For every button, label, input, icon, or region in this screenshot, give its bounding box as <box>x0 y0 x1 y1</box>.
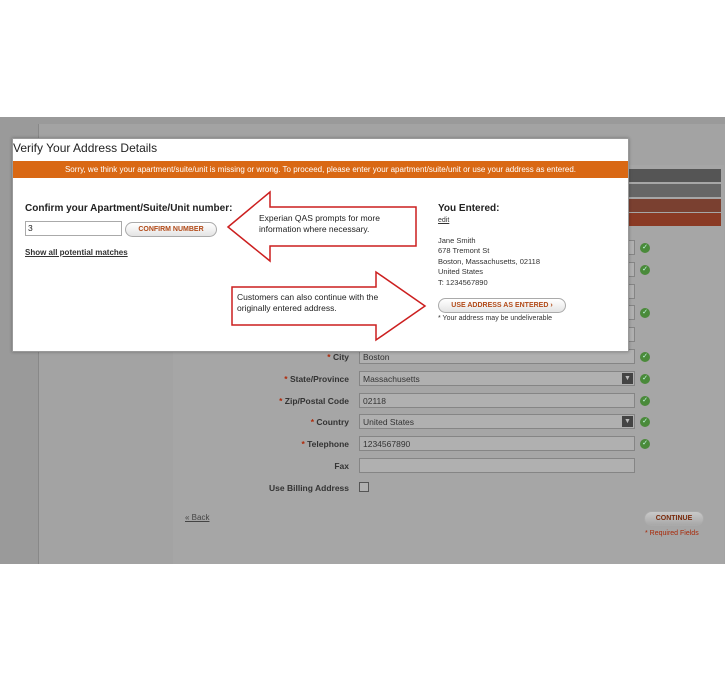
edit-link[interactable]: edit <box>438 217 450 224</box>
fax-label: Fax <box>334 461 349 471</box>
you-entered-heading: You Entered: <box>438 203 500 214</box>
zip-input[interactable]: 02118 <box>359 393 635 408</box>
section-header-bar <box>629 184 721 197</box>
check-icon: ✓ <box>640 352 650 362</box>
use-billing-checkbox[interactable] <box>359 482 369 492</box>
back-link[interactable]: « Back <box>185 513 210 522</box>
address-phone: T: 1234567890 <box>438 278 488 287</box>
telephone-input[interactable]: 1234567890 <box>359 436 635 451</box>
warning-banner: Sorry, we think your apartment/suite/unit is missing or wrong. To proceed, please enter your apartment/suite/unit or use your address as entered. <box>13 161 628 178</box>
callout-arrows <box>13 139 628 351</box>
chevron-down-icon[interactable]: ▼ <box>622 373 633 384</box>
section-header-bar <box>629 169 721 182</box>
check-icon: ✓ <box>640 243 650 253</box>
confirm-unit-heading: Confirm your Apartment/Suite/Unit number: <box>25 203 233 214</box>
chevron-down-icon[interactable]: ▼ <box>622 416 633 427</box>
use-billing-label: Use Billing Address <box>269 483 349 493</box>
state-label: * State/Province <box>284 374 349 384</box>
use-address-as-entered-button[interactable]: USE ADDRESS AS ENTERED › <box>438 298 566 313</box>
telephone-label: * Telephone <box>301 439 349 449</box>
verify-address-dialog <box>12 138 629 352</box>
confirm-number-button[interactable]: CONFIRM NUMBER <box>125 222 217 237</box>
check-icon: ✓ <box>640 374 650 384</box>
callout-top-text: Experian QAS prompts for more information where necessary. <box>259 213 380 234</box>
fax-input[interactable] <box>359 458 635 473</box>
section-header-bar <box>629 213 721 226</box>
address-name: Jane Smith <box>438 236 476 245</box>
check-icon: ✓ <box>640 417 650 427</box>
country-select[interactable]: United States ▼ <box>359 414 635 429</box>
address-street: 678 Tremont St <box>438 246 490 255</box>
dialog-title: Verify Your Address Details <box>13 141 158 155</box>
continue-button[interactable]: CONTINUE <box>644 511 704 526</box>
check-icon: ✓ <box>640 396 650 406</box>
undeliverable-note: * Your address may be undeliverable <box>438 315 553 322</box>
show-all-matches-link[interactable]: Show all potential matches <box>25 248 128 257</box>
callout-bottom-text: Customers can also continue with the originally entered address. <box>237 292 379 313</box>
city-label: * City <box>327 352 349 362</box>
state-select[interactable]: Massachusetts ▼ <box>359 371 635 386</box>
check-icon: ✓ <box>640 439 650 449</box>
address-country: United States <box>438 267 484 276</box>
country-label: * Country <box>310 417 349 427</box>
section-header-bar <box>629 199 721 212</box>
check-icon: ✓ <box>640 265 650 275</box>
city-input[interactable]: Boston <box>359 349 635 364</box>
check-icon: ✓ <box>640 308 650 318</box>
zip-label: * Zip/Postal Code <box>279 396 349 406</box>
unit-number-input[interactable]: 3 <box>25 221 122 236</box>
required-fields-note: * Required Fields <box>645 530 699 537</box>
address-city-state: Boston, Massachusetts, 02118 <box>438 257 541 266</box>
